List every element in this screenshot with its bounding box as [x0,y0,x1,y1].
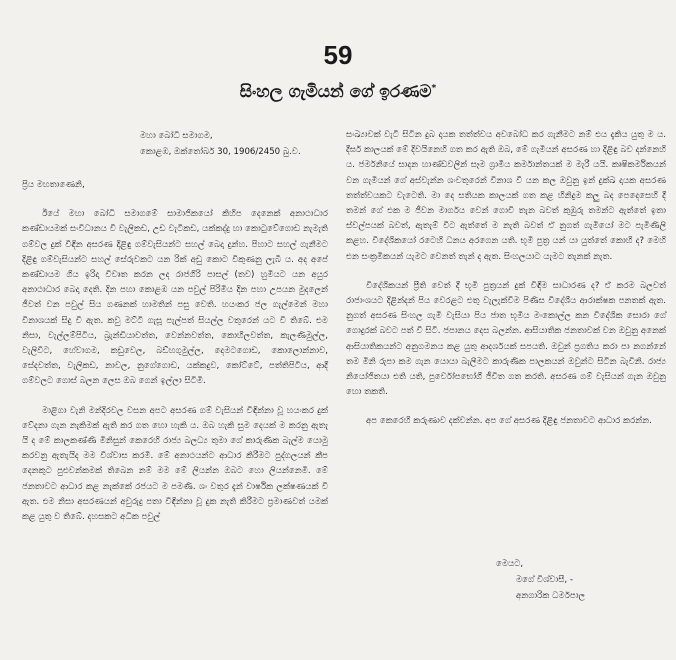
address-line-1: මහා බෝධි සමාගම, [140,131,213,141]
address-line-2: කොළඹ, ඔක්තෝබර් 30, 1906/2450 බු.ව. [140,147,301,157]
body-paragraph-1: ඊයේ මහා බෝධි සමාගමේ සාමාජිකයෝ කිහිප දෙනෙක් අනාථාධාර කණ්ඩායමක් සංවිධානය වී වැලිකඩ, උඩ වැටිකඩ, යක්කද්දු හා කොටුවේගොඩ නැමැති ගම්වල දුක් විඳින අසරණ දිළිඳු ගම්වැසියන්ට සහල් බෙදා දුන්හ. පිහාට සහල් ගැනීමට දිළිඳු ගම්වැසියන්ට සහල් සේරුවකට යන රික් අඩු කොට විකුණනු ලැබී ය. අද අපේ කණ්ඩායම ගිය ඉරිදා විවෘත කරන ලද රාජගිරි පාසල් (තව) හුමියට යන අයුර අනාථාධාර බෙදා දෙති. දින පහා කොළඹ යන පවුල් පිරිමිය දින පහා උපයන මුදලෙන් ජීවත් වන පවුල් සිය ගණනක් හාමතින් පසු වෙති. හයංකර ජල ගැල්මෙන් මහා විනාශයක් සිදු වී ඇත. කවු මට්ටි ගැසූ පැල්පත් සියල්ල වතුරෙන් යට වී තිබේ. එම නිසා, වැල්ලම්පිටිය, බ්‍රැන්ඩියාවත්ත, වෙන්නවත්ත, කොහිලවත්ත, කැලණිමුල්ල, වැලිවිට, හේවාගම, කඩුවෙල, බඩ්හගුමුල්ල, දෙමටගොඩ, කොලොන්නාව, සේදවත්ත, වැලිකඩ, නාවල, නුගේගොඩ, යක්කදුව, කෝට්ටේ, පත්තිපිටිය, ආදී ගම්වලට ගොස් බලන ලෙස ඔබ ගෙන් ඉල්ලා සිටිමි. [22,209,328,387]
left-column [22,128,328,525]
body-paragraph-2: මාළිගා වැනි මන්දිරවල වසන අපට අසරණ ගම් වැසියන් විඳින්නා වූ හයංකර දුක් වේදනා ගැන නැකිමක් ඇති කර ගත හො හැකි ය. ඔබ හැකි සුම දෙයක් ම කරනු ඇතැ යි ද මේ කාලකණ්ණි මිනිසුන් කෙරෙහි රාජ්‍ය බලධ්‍ය තුමා ගේ කාරුණික බැල්ම යොමු කරවනු ඇතැයිද මම විශ්වාස කරමි. මේ අනාථයන්ට ආධාර කිරීමට පුද්ගලයන් කීප දෙනකුට පුළුවන්කමක් තිබෙන නම් මම මේ ලියන්න ඔබට හො ලියන්නෙමි. මේ ජනතාවට ආධාර කළ නැක්කේ රජයට ම පමණි. ශං වතුර දැන් වාර්ෂික ලක්ෂණයක් වී ඇත. එම නිසා අසරණයන් අවුරුදු පතා විඳින්නා වූ දුක නැති කිරීමට ප්‍රමාණවත් යමක් කළ යුතු ව තිබේ. දහසකට අධික පවුල් [22,405,328,523]
right-column [346,128,666,430]
body-paragraph-3: සංඛ්‍යාවක් වැටී සිටින දුබ දායක තත්ත්වය අවබෝධ කර ගැනීමට නම් එය දැකිය යුතු ම ය. දීර්ඝ කාලයක් මේ දිවයිනෙහි ගත කර ඇති ඔබ, මේ ගැමියන් අසරණ හා දිළිඳු බව දන්නෙහි ය. ජර්මනියේ සාදන හාණ්ඩවලින් සෑම ග්‍රාමීය කර්මාන්තයක් ම මැරී යයි. කෘෂිකර්මිකයන් වන ගැමියන් ගේ අස්වැන්න ශංවතුරෙන් විනාශ වී යන කල ඔවුනු ඉන් දුක්ඛ දායක අසරණ තත්ත්වයකට වැටෙති. මා දෙ සතියක කාලයක් ගත කළ හිනිදුම කලු බද පෙදෙසෙහි දී තමන් ගේ එක ම ජීවන මාර්ගය වෙන් ගොවි තැන බවත් කුඹුරු තමන්ට ඇත්තේ ඉතා ස්වල්පයක් බවත්, ඇතැම් විට ඇත්තේ ම නැති බවත් ඒ නුගත් ගැමියෝ මට පැමිණිලි කළහ. විදේශිකයෝ රටෙහි ධනය අරගෙන යති. භූමි පුත්‍ර යන් යා යුත්තේ කොහි ද? මෙහි එන සංක්‍රමිකයන් යැමට වෙනත් තැන් ද ඇත. සිංහලයාට යැමට තැනක් නැත. [346,130,666,262]
article-title [0,82,676,102]
closing-line-2: මගේ විශ්වාසී, - [516,575,573,585]
signature: අනගාරික ධර්මපාල [516,591,586,601]
sender-address [22,128,328,160]
greeting: ප්‍රිය මහතාණෙනි, [22,180,85,190]
body-paragraph-4: විදේශිකයන් ප්‍රීති වෙත් දී භූමි පුත්‍රයන් දුක් විඳීම සාධාරණ ද? ඒ කරම බලවත් රාජාංශයට දිළින්දන් පිය වෙරළට එතු වැලැක්වීම පිණිස විදේශීය ආරාක්ෂක පනතක් ඇත. නුගත් අසරණ සිංහල ගැමි වැසියා පිය ජාත භූමිය මංකොල්ල කන විදේශික සොරා ගේ ගොදුරක් බවට පත් වී සිටී. ජපානය දෙස බලන්න. ආසියාතික ජනතාවක් වන ඔවුනු අනෙක් ආසියාතිකයන්ට අනුගමනය කළ යුතු ආදර්ශයක් සපයති. ඔවුන් ප්‍රගතිය කරා පා නගන්නේ තම මිනි රුපා කම ගැන යොයා බැලීමට කාරුණික පාලකයන් ඔවුන්ට සිටින බැවිනි. රාජ්‍ය නියෝජිතයා එති යති, පුර්වෝපභෝගී ජීවිත ගත කරති. අසරණ ගම් වැසියන් ගැන ඔවුනු හො තකති. [346,280,666,398]
page-number: 59 [323,40,353,70]
body-paragraph-5: අප කෙරෙහි කරුණාව දක්වන්න. අප ගේ අසරණ දිළිඳු ජනතාවට ආධාර කරන්න. [366,416,652,427]
closing-block [346,556,666,604]
title-text: සිංහල ගැමියන් ගේ ඉරණම [239,82,432,102]
closing-line-1: මෙයට, [496,559,524,569]
title-footnote-mark: * [431,83,437,94]
